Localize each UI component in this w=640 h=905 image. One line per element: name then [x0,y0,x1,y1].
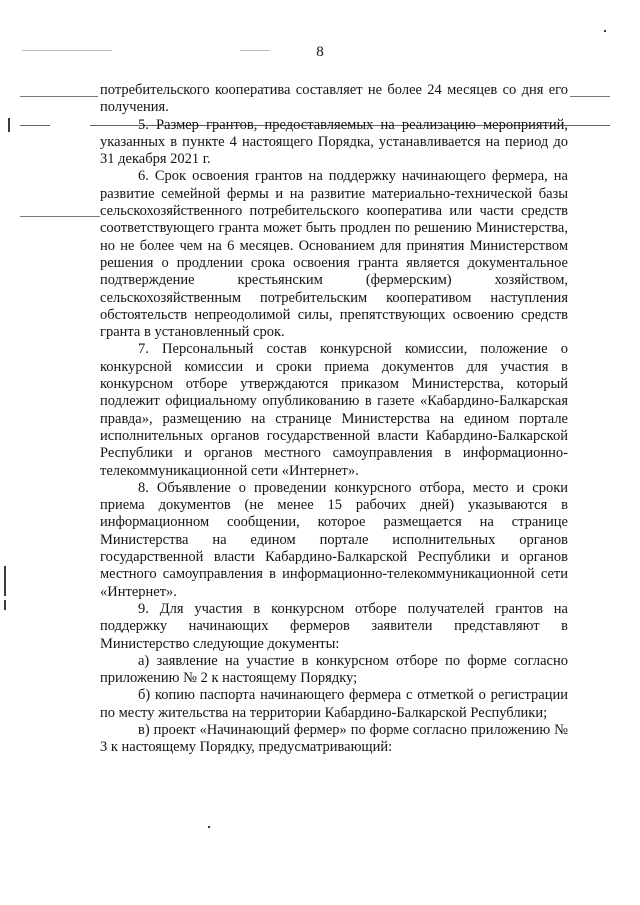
scan-artifact-mark [208,826,210,828]
scan-artifact-mark [4,600,6,610]
scan-artifact-line [20,216,100,217]
paragraph-8: 8. Объявление о проведении конкурсного отбора, место и сроки приема документов (не менее 15 рабочих дней) указываются в информационном сообщении, которое размещается на странице Министерства на едином портале исполнительных органов государственной власти Кабардино-Балкарской Республики и органов местного самоуправления в информационно-телекоммуникационной сети «Интернет». [100,479,568,600]
paragraph-7: 7. Персональный состав конкурсной комиссии, положение о конкурсной комиссии и сроки приема документов для участия в конкурсном отборе утверждаются приказом Министерства, который подлежит официальному опубликованию в газете «Кабардино-Балкарская правда», размещению на странице Министерства на едином портале исполнительных органов государственной власти Кабардино-Балкарской Республики и органов местного самоуправления в информационно-телекоммуникационной сети «Интернет». [100,341,568,479]
paragraph-9b: б) копию паспорта начинающего фермера с отметкой о регистрации по месту жительства на территории Кабардино-Балкарской Республики; [100,687,568,721]
paragraph-6: 6. Срок освоения грантов на поддержку начинающего фермера, на развитие семейной фермы и на развитие материально-технической базы сельскохозяйственного потребительского кооператива или части средств соответствующего гранта может быть продлен по решению Министерства, но не более чем на 6 месяцев. Основанием для принятия Министерством решения о продлении срока освоения гранта является документальное подтверждение крестьянским (фермерским) хозяйством, сельскохозяйственным потребительским кооперативом наступления обстоятельств непреодолимой силы, препятствующих освоению средств гранта в установленный срок. [100,168,568,341]
scan-artifact-mark [8,118,10,132]
document-body [100,82,568,757]
scan-artifact-line [20,96,98,97]
scan-artifact-mark [604,30,606,32]
paragraph-9c: в) проект «Начинающий фермер» по форме согласно приложению № 3 к настоящему Порядку, предусматривающий: [100,721,568,756]
scan-artifact-mark [4,566,6,596]
paragraph-5: 5. Размер грантов, предоставляемых на реализацию мероприятий, указанных в пункте 4 настоящего Порядка, устанавливается на период до 31 декабря 2021 г. [100,116,568,168]
paragraph-9a: а) заявление на участие в конкурсном отборе по форме согласно приложению № 2 к настоящему Порядку; [100,652,568,687]
paragraph-9: 9. Для участия в конкурсном отборе получателей грантов на поддержку начинающих фермеров заявители представляют в Министерство следующие документы: [100,600,568,652]
scan-artifact-line [20,125,50,126]
scan-artifact-line [570,96,610,97]
paragraph-continuation: потребительского кооператива составляет не более 24 месяцев со дня его получения. [100,82,568,116]
page-number: 8 [316,44,324,60]
